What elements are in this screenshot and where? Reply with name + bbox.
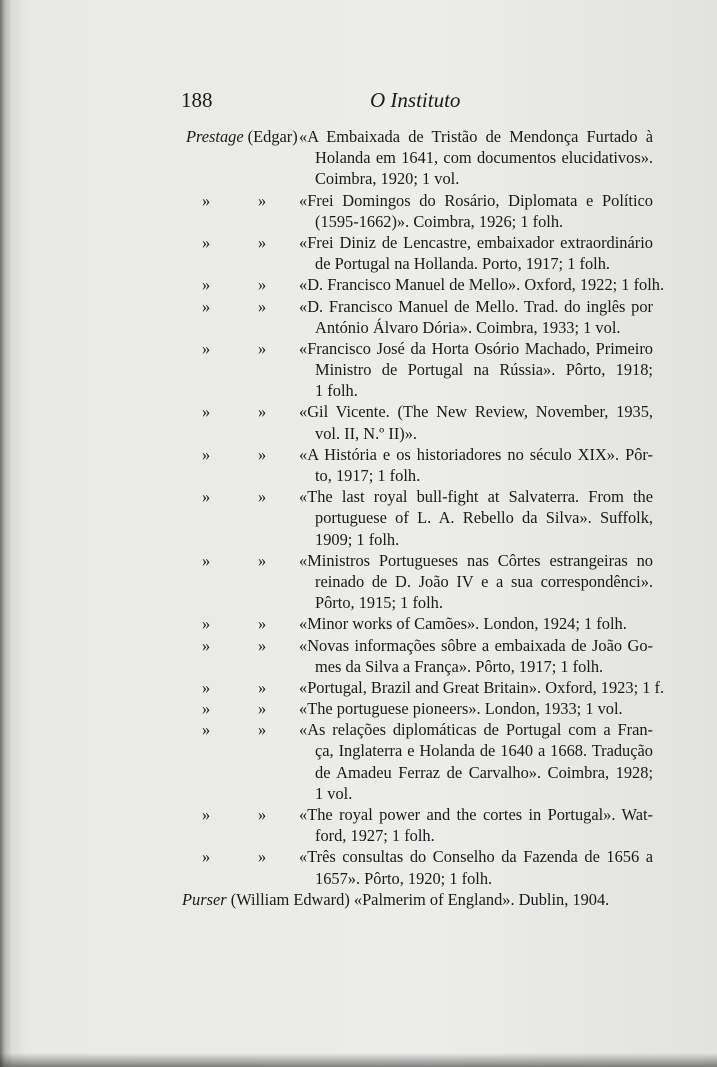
- entry-text: vol. II, N.º II)».: [315, 423, 418, 443]
- entry-text: «Gil Vicente. (The New Review, November, 1935,: [299, 402, 653, 422]
- entry-text: to, 1917; 1 folh.: [315, 466, 421, 485]
- ditto-mark: »: [258, 805, 267, 824]
- ditto-mark: »: [202, 635, 211, 655]
- entry-line: [0, 401, 717, 422]
- entry-text: «Novas informações sôbre a embaixada de João Go-: [299, 635, 653, 655]
- bibliography-entry: [0, 401, 717, 443]
- entry-text: Pôrto, 1915; 1 folh.: [315, 593, 443, 613]
- ditto-mark: »: [258, 635, 267, 655]
- entry-line: [0, 168, 717, 189]
- entry-line: [0, 444, 717, 465]
- page-number: 188: [181, 88, 213, 112]
- entry-line: [0, 698, 717, 719]
- entry-text: 1 vol.: [315, 783, 353, 803]
- ditto-mark: »: [202, 699, 211, 719]
- entry-line: [0, 825, 717, 846]
- author-surname: Purser: [182, 889, 227, 909]
- ditto-mark: »: [202, 338, 211, 358]
- ditto-mark: »: [258, 677, 267, 697]
- entry-line: [0, 677, 717, 698]
- ditto-mark: »: [202, 720, 211, 740]
- entry-text: [182, 889, 662, 910]
- entry-text: de Amadeu Ferraz de Carvalho». Coimbra, 1928;: [315, 762, 653, 782]
- entry-line: [0, 296, 717, 317]
- bibliography-entry: [0, 338, 717, 402]
- entry-text: «A Embaixada de Tristão de Mendonça Furtado à: [299, 127, 653, 146]
- entry-text: ford, 1927; 1 folh.: [315, 826, 435, 846]
- entry-text: «The portuguese pioneers». London, 1933; 1 vol.: [299, 699, 623, 719]
- ditto-mark: »: [258, 847, 267, 867]
- entry-line: [0, 274, 717, 295]
- bibliography-entry: [0, 444, 717, 486]
- ditto-mark: »: [258, 699, 267, 719]
- entry-text: «The last royal bull-fight at Salvaterra. From the: [299, 487, 653, 507]
- entry-text: (1595-1662)». Coimbra, 1926; 1 folh.: [315, 211, 564, 231]
- ditto-mark: »: [202, 614, 211, 634]
- entry-line: [0, 529, 717, 550]
- bibliography-entry: [0, 889, 717, 910]
- entry-line: [0, 317, 717, 338]
- ditto-mark: »: [258, 614, 267, 634]
- entry-line: [0, 846, 717, 867]
- entry-line: [0, 571, 717, 592]
- ditto-mark: »: [258, 190, 267, 210]
- bibliography-entry: [0, 274, 717, 295]
- entry-line: [0, 507, 717, 528]
- ditto-mark: »: [202, 190, 211, 210]
- entry-line: [0, 719, 717, 740]
- author-given: (Edgar): [247, 127, 298, 146]
- entry-text: portuguese of L. A. Rebello da Silva». Suffolk,: [315, 508, 653, 528]
- entry-line: [0, 783, 717, 804]
- entry-line: [0, 889, 717, 910]
- entry-line: [0, 486, 717, 507]
- ditto-mark: »: [202, 444, 211, 464]
- ditto-mark: »: [258, 275, 267, 295]
- bibliography-entry: [0, 126, 717, 190]
- ditto-mark: »: [258, 550, 267, 570]
- ditto-mark: »: [258, 444, 267, 464]
- bibliography-entry: [0, 613, 717, 634]
- entry-line: [0, 762, 717, 783]
- entry-author: [186, 126, 298, 147]
- entry-line: [0, 550, 717, 571]
- entry-line: [0, 635, 717, 656]
- entry-line: [0, 359, 717, 380]
- author-surname: Prestage: [186, 127, 244, 146]
- ditto-mark: »: [202, 677, 211, 697]
- bibliography-entry: [0, 846, 717, 888]
- entry-text: de Portugal na Hollanda. Porto, 1917; 1 folh.: [315, 254, 610, 274]
- entry-rest: (William Edward) «Palmerim of England». Dublin, 1904.: [230, 889, 610, 909]
- ditto-mark: »: [202, 847, 211, 867]
- entry-text: Ministro de Portugal na Rússia». Pôrto, 1918;: [315, 360, 653, 380]
- entry-text: 1 folh.: [315, 381, 358, 401]
- bibliography-list: [0, 126, 717, 910]
- ditto-mark: »: [258, 402, 267, 422]
- entry-text: «A História e os historiadores no século XIX». Pôr-: [299, 444, 653, 464]
- entry-text: 1657». Pôrto, 1920; 1 folh.: [315, 868, 493, 888]
- ditto-mark: »: [202, 296, 211, 316]
- ditto-mark: »: [202, 550, 211, 570]
- ditto-mark: »: [258, 487, 267, 507]
- entry-line: [0, 190, 717, 211]
- entry-text: Coimbra, 1920; 1 vol.: [315, 169, 460, 189]
- entry-line: [0, 211, 717, 232]
- entry-line: [0, 423, 717, 444]
- entry-text: «Ministros Portugueses nas Côrtes estrangeiras no: [299, 550, 653, 570]
- bibliography-entry: [0, 190, 717, 232]
- entry-line: [0, 338, 717, 359]
- entry-line: [0, 656, 717, 677]
- entry-line: [0, 592, 717, 613]
- ditto-mark: »: [258, 296, 267, 316]
- entry-text: «D. Francisco Manuel de Mello». Oxford, 1922; 1 folh.: [299, 275, 665, 295]
- entry-text: António Álvaro Dória». Coimbra, 1933; 1 vol.: [315, 317, 621, 337]
- entry-text: «Frei Domingos do Rosário, Diplomata e Político: [299, 190, 653, 210]
- bibliography-entry: [0, 486, 717, 550]
- entry-text: 1909; 1 folh.: [315, 529, 400, 549]
- entry-text: ça, Inglaterra e Holanda de 1640 a 1668. Tradução: [315, 741, 653, 761]
- bibliography-entry: [0, 804, 717, 846]
- running-title: O Instituto: [370, 88, 461, 112]
- entry-line: [0, 804, 717, 825]
- entry-text: Holanda em 1641, com documentos elucidativos».: [315, 148, 653, 168]
- bibliography-entry: [0, 677, 717, 698]
- entry-text: reinado de D. João IV e a sua correspondênci».: [315, 571, 653, 591]
- ditto-mark: »: [258, 338, 267, 358]
- entry-text: mes da Silva a França». Pôrto, 1917; 1 folh.: [315, 656, 604, 676]
- entry-text: «Três consultas do Conselho da Fazenda de 1656 a: [299, 847, 653, 867]
- ditto-mark: »: [202, 805, 211, 824]
- entry-text: «Frei Diniz de Lencastre, embaixador extraordinário: [299, 232, 653, 252]
- entry-text: «Portugal, Brazil and Great Britain». Oxford, 1923; 1 f.: [299, 677, 665, 697]
- entry-line: [0, 253, 717, 274]
- bibliography-entry: [0, 232, 717, 274]
- ditto-mark: »: [202, 487, 211, 507]
- entry-text: «The royal power and the cortes in Portugal». Wat-: [299, 805, 653, 824]
- entry-line: [0, 613, 717, 634]
- bibliography-entry: [0, 550, 717, 614]
- ditto-mark: »: [258, 720, 267, 740]
- entry-line: [0, 126, 717, 147]
- ditto-mark: »: [258, 232, 267, 252]
- entry-text: «D. Francisco Manuel de Mello. Trad. do inglês por: [299, 296, 653, 316]
- entry-line: [0, 232, 717, 253]
- bibliography-entry: [0, 698, 717, 719]
- bibliography-entry: [0, 296, 717, 338]
- ditto-mark: »: [202, 402, 211, 422]
- entry-text: «As relações diplomáticas de Portugal com a Fran-: [299, 720, 653, 740]
- entry-text: «Francisco José da Horta Osório Machado, Primeiro: [299, 338, 653, 358]
- entry-line: [0, 868, 717, 889]
- ditto-mark: »: [202, 275, 211, 295]
- entry-line: [0, 147, 717, 168]
- bibliography-entry: [0, 719, 717, 804]
- entry-line: [0, 740, 717, 761]
- entry-line: [0, 380, 717, 401]
- entry-line: [0, 465, 717, 486]
- entry-text: «Minor works of Camões». London, 1924; 1 folh.: [299, 614, 627, 634]
- bibliography-entry: [0, 635, 717, 677]
- ditto-mark: »: [202, 232, 211, 252]
